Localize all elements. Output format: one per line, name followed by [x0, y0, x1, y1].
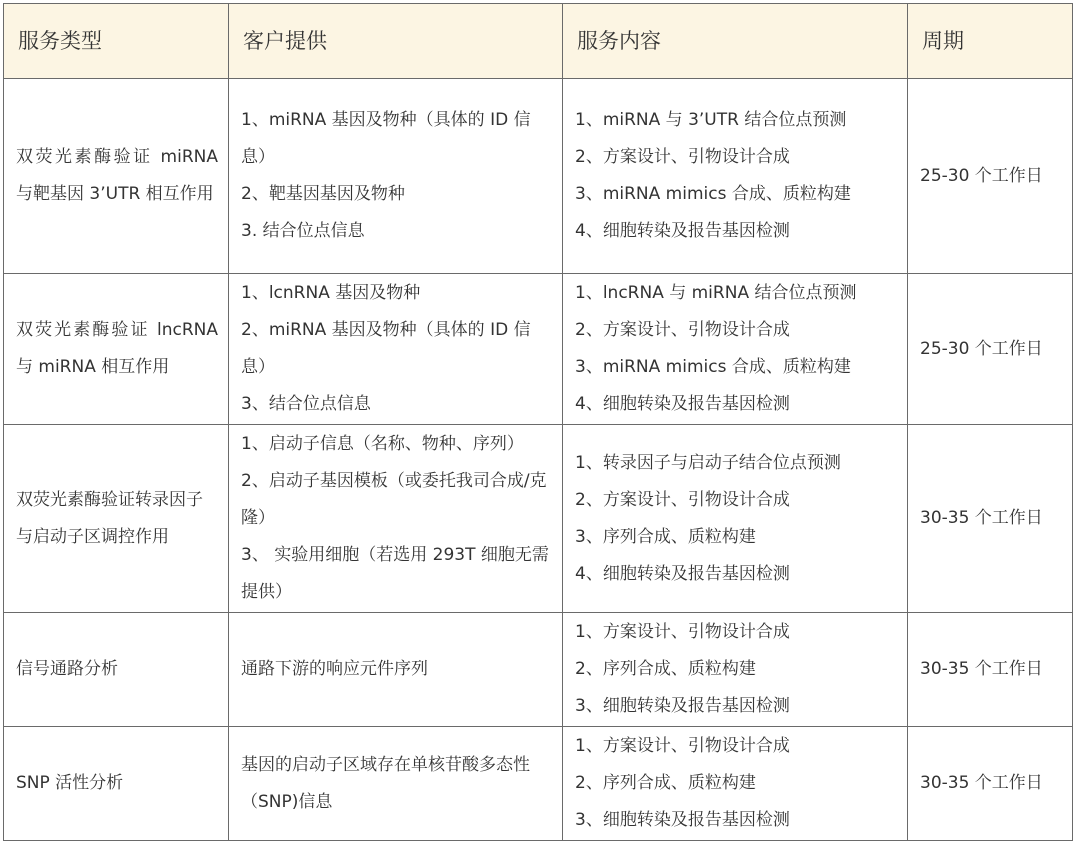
- service-content-item: 1、转录因子与启动子结合位点预测: [575, 452, 841, 473]
- table-row: [4, 274, 1073, 425]
- service-content-item: 4、细胞转染及报告基因检测: [575, 394, 790, 414]
- client-provides-cell: [229, 727, 563, 841]
- client-provides-item: 1、miRNA 基因及物种（具体的 ID 信息）: [241, 110, 531, 167]
- service-content-item: 2、方案设计、引物设计合成: [575, 147, 790, 167]
- service-content-cell: [563, 79, 908, 274]
- service-content-item: 4、细胞转染及报告基因检测: [575, 221, 790, 241]
- service-content-item: 3、miRNA mimics 合成、质粒构建: [575, 184, 851, 204]
- service-content-item: 2、方案设计、引物设计合成: [575, 320, 790, 340]
- client-provides-cell: [229, 79, 563, 274]
- service-type-cell: [4, 425, 229, 613]
- service-type-text: 双荧光素酶验证 miRNA 与靶基因 3’UTR 相互作用: [16, 147, 218, 204]
- service-table: [3, 3, 1073, 841]
- service-content-item: 2、序列合成、质粒构建: [575, 773, 756, 793]
- service-content-item: 4、细胞转染及报告基因检测: [575, 563, 790, 584]
- client-provides-item: 3、结合位点信息: [241, 394, 371, 414]
- period-cell: 25-30 个工作日: [908, 79, 1073, 274]
- service-content-item: 3、细胞转染及报告基因检测: [575, 810, 790, 830]
- service-type-cell: 信号通路分析: [4, 613, 229, 727]
- service-type-cell: SNP 活性分析: [4, 727, 229, 841]
- client-provides-item: 2、靶基因基因及物种: [241, 184, 405, 204]
- service-type-text: 双荧光素酶验证 lncRNA 与 miRNA 相互作用: [16, 320, 218, 377]
- service-type-cell: [4, 79, 229, 274]
- client-provides-item: 2、miRNA 基因及物种（具体的 ID 信息）: [241, 320, 531, 377]
- service-content-item: 2、序列合成、质粒构建: [575, 659, 756, 679]
- service-content-item: 2、方案设计、引物设计合成: [575, 489, 790, 510]
- service-content-item: 1、miRNA 与 3’UTR 结合位点预测: [575, 110, 847, 130]
- header-period: 周期: [908, 4, 1073, 79]
- period-cell: 25-30 个工作日: [908, 274, 1073, 425]
- client-provides-item: 1、lcnRNA 基因及物种: [241, 283, 421, 303]
- service-content-item: 3、miRNA mimics 合成、质粒构建: [575, 357, 851, 377]
- table-row: [4, 425, 1073, 613]
- service-type-cell: [4, 274, 229, 425]
- header-client-provides: 客户提供: [229, 4, 563, 79]
- service-content-item: 1、lncRNA 与 miRNA 结合位点预测: [575, 283, 857, 303]
- client-provides-cell: [229, 425, 563, 613]
- service-content-item: 1、方案设计、引物设计合成: [575, 622, 790, 642]
- service-type-text: 双荧光素酶验证转录因子与启动子区调控作用: [16, 489, 203, 547]
- service-content-cell: [563, 274, 908, 425]
- client-provides-item: 基因的启动子区域存在单核苷酸多态性（SNP)信息: [241, 754, 530, 812]
- service-content-item: 3、序列合成、质粒构建: [575, 526, 756, 547]
- client-provides-item: 1、启动子信息（名称、物种、序列）: [241, 434, 524, 454]
- service-content-item: 1、方案设计、引物设计合成: [575, 736, 790, 756]
- service-content-cell: [563, 727, 908, 841]
- period-cell: 30-35 个工作日: [908, 727, 1073, 841]
- client-provides-cell: [229, 613, 563, 727]
- service-content-cell: [563, 425, 908, 613]
- header-row: [4, 4, 1073, 79]
- client-provides-item: 3. 结合位点信息: [241, 221, 365, 241]
- client-provides-item: 通路下游的响应元件序列: [241, 659, 428, 679]
- table-row: [4, 79, 1073, 274]
- service-content-cell: [563, 613, 908, 727]
- header-service-type: 服务类型: [4, 4, 229, 79]
- period-cell: 30-35 个工作日: [908, 613, 1073, 727]
- table-row: [4, 727, 1073, 841]
- service-content-item: 3、细胞转染及报告基因检测: [575, 696, 790, 716]
- table-row: [4, 613, 1073, 727]
- client-provides-item: 2、启动子基因模板（或委托我司合成/克隆）: [241, 471, 547, 528]
- header-service-content: 服务内容: [563, 4, 908, 79]
- client-provides-cell: [229, 274, 563, 425]
- client-provides-item: 3、 实验用细胞（若选用 293T 细胞无需提供）: [241, 545, 549, 602]
- period-cell: 30-35 个工作日: [908, 425, 1073, 613]
